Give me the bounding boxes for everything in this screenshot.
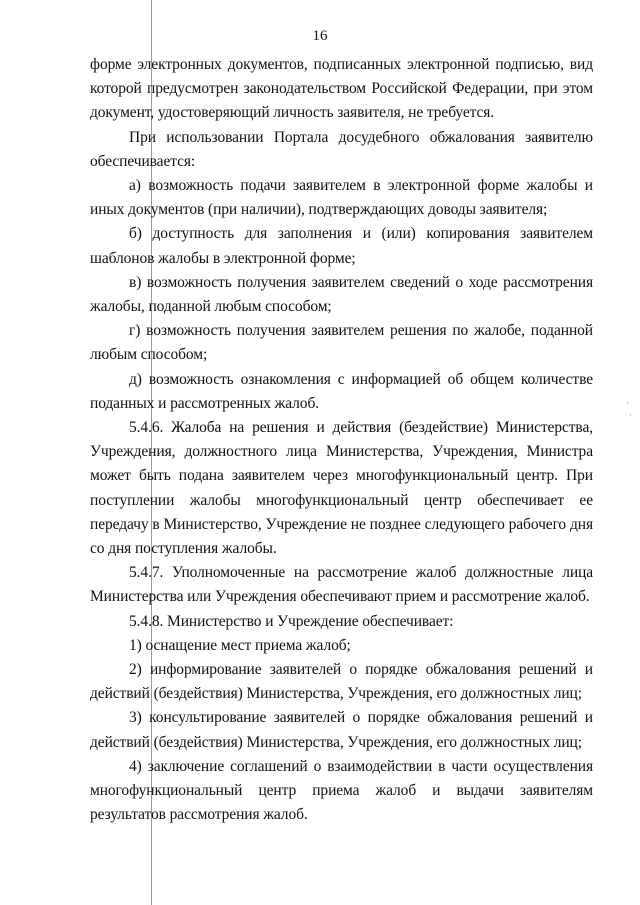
numbered-item-4: 4) заключение соглашений о взаимодействии в части осуществления многофункциональный центр приема жалоб и выдачи заявителям результатов рассмотрения жалоб. [90,757,593,824]
list-item-d: д) возможность ознакомления с информацией об общем количестве поданных и рассмотренных жалоб. [90,370,593,412]
paragraph: При использовании Портала досудебного обжалования заявителю обеспечивается: [90,128,593,170]
clause-5-4-8: 5.4.8. Министерство и Учреждение обеспечивает: [129,612,454,630]
scan-speck [627,402,628,404]
list-item-a: а) возможность подачи заявителем в электронной форме жалобы и иных документов (при наличии), подтверждающих доводы заявителя; [90,177,593,219]
scan-speck [630,414,631,416]
numbered-item-1: 1) оснащение мест приема жалоб; [129,636,351,654]
page-number: 16 [312,28,328,44]
list-item-g: г) возможность получения заявителем решения по жалобе, поданной любым способом; [90,322,593,364]
document-body [90,53,593,828]
list-item-v: в) возможность получения заявителем сведений о ходе рассмотрения жалобы, поданной любым способом; [90,273,593,316]
numbered-item-2: 2) информирование заявителей о порядке обжалования решений и действий (бездействия) Министерства, Учреждения, его должностных лиц; [90,661,593,703]
paragraph: форме электронных документов, подписанных электронной подписью, вид которой предусмотрен законодательством Российской Федерации, при этом документ, удостоверяющий личность заявителя, не требуется. [90,56,593,122]
clause-5-4-7: 5.4.7. Уполномоченные на рассмотрение жалоб должностные лица Министерства или Учреждения обеспечивают прием и рассмотрение жалоб. [90,564,593,606]
numbered-item-3: 3) консультирование заявителей о порядке обжалования решений и действий (бездействия) Министерства, Учреждения, его должностных лиц; [90,709,593,751]
list-item-b: б) доступность для заполнения и (или) копирования заявителем шаблонов жалобы в электронной форме; [90,225,593,267]
clause-5-4-6: 5.4.6. Жалоба на решения и действия (бездействие) Министерства, Учреждения, должностного лица Министерства, Учреждения, Министра может быть подана заявителем через многофункциональный центр. При поступлении жалобы многофункциональный центр обеспечивает ее передачу в Министерство, Учреждение не позднее следующего рабочего дня со дня поступления жалобы. [90,419,593,558]
